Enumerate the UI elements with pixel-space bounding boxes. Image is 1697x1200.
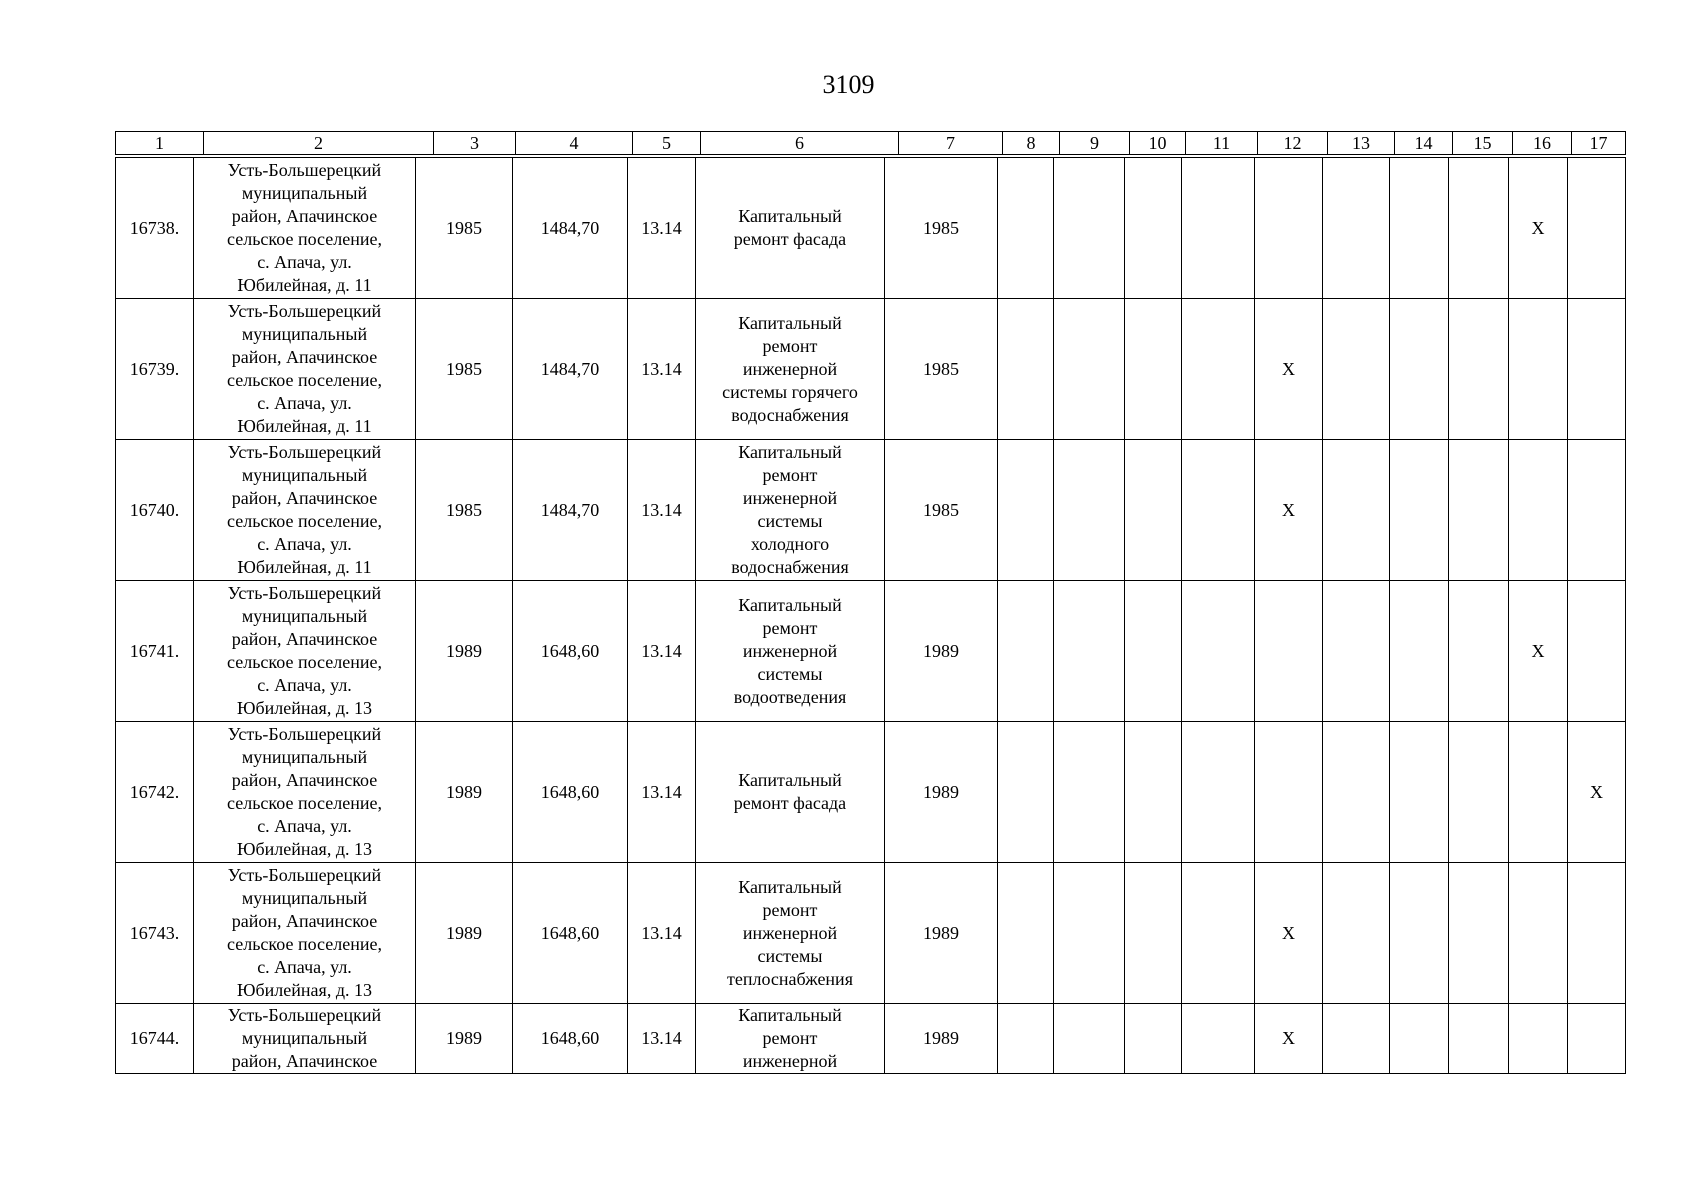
address-cell-line: Юбилейная, д. 13 xyxy=(237,698,372,718)
column-header-16: 16 xyxy=(1513,132,1572,155)
row-number: 16741. xyxy=(116,581,194,722)
work-type-cell-line: теплоснабжения xyxy=(727,968,853,989)
row-number: 16743. xyxy=(116,863,194,1004)
year-value: 1985 xyxy=(885,299,998,440)
column-15-cell xyxy=(1449,299,1509,440)
column-13-cell xyxy=(1323,158,1390,299)
area-value: 1484,70 xyxy=(513,299,628,440)
column-8-cell xyxy=(998,1004,1054,1074)
address-cell-line: Усть-Большерецкий xyxy=(227,160,382,180)
year-value: 1985 xyxy=(885,158,998,299)
column-11-cell xyxy=(1182,158,1255,299)
column-10-cell xyxy=(1125,440,1182,581)
code-value: 13.14 xyxy=(628,158,696,299)
column-14-cell xyxy=(1390,722,1449,863)
address-cell-line: муниципальный xyxy=(241,1028,368,1048)
address-cell-line: Усть-Большерецкий xyxy=(227,583,382,603)
work-type-cell xyxy=(696,299,885,440)
x-mark: X xyxy=(1255,440,1323,581)
work-type-cell xyxy=(696,722,885,863)
column-header-3: 3 xyxy=(434,132,516,155)
column-header-9: 9 xyxy=(1060,132,1130,155)
column-header-14: 14 xyxy=(1395,132,1453,155)
address-cell-line: с. Апача, ул. xyxy=(257,816,352,836)
address-cell-line: Усть-Большерецкий xyxy=(227,301,382,321)
table-row xyxy=(116,1004,1626,1074)
year-value: 1989 xyxy=(885,722,998,863)
column-16-cell xyxy=(1509,863,1568,1004)
row-number: 16740. xyxy=(116,440,194,581)
page-number: 3109 xyxy=(822,70,875,99)
column-11-cell xyxy=(1182,581,1255,722)
address-cell-line: сельское поселение, xyxy=(227,370,382,390)
column-15-cell xyxy=(1449,581,1509,722)
address-cell-line: район, Апачинское xyxy=(231,206,378,226)
column-17-cell xyxy=(1568,581,1626,722)
address-cell-line: Усть-Большерецкий xyxy=(227,724,382,744)
column-10-cell xyxy=(1125,581,1182,722)
address-cell-line: муниципальный xyxy=(241,183,368,203)
column-14-cell xyxy=(1390,863,1449,1004)
year-value: 1989 xyxy=(885,581,998,722)
address-cell-line: с. Апача, ул. xyxy=(257,393,352,413)
column-15-cell xyxy=(1449,863,1509,1004)
work-type-cell-line: водоснабжения xyxy=(731,404,849,425)
column-16-cell xyxy=(1509,722,1568,863)
work-type-cell-line: водоотведения xyxy=(733,686,847,707)
column-13-cell xyxy=(1323,581,1390,722)
column-9-cell xyxy=(1054,581,1125,722)
column-11-cell xyxy=(1182,299,1255,440)
area-value: 1484,70 xyxy=(513,158,628,299)
work-type-cell-line: системы xyxy=(757,511,823,531)
area-value: 1648,60 xyxy=(513,722,628,863)
table-row xyxy=(116,863,1626,1004)
address-cell-line: Юбилейная, д. 13 xyxy=(237,839,372,859)
x-mark: X xyxy=(1509,158,1568,299)
column-header-13: 13 xyxy=(1328,132,1395,155)
address-cell-line: Юбилейная, д. 11 xyxy=(237,275,372,295)
address-cell-line: район, Апачинское xyxy=(231,347,378,367)
address-cell-line: Юбилейная, д. 11 xyxy=(237,416,372,436)
code-value: 13.14 xyxy=(628,299,696,440)
address-cell-line: Усть-Большерецкий xyxy=(227,442,382,462)
column-9-cell xyxy=(1054,863,1125,1004)
column-11-cell xyxy=(1182,440,1255,581)
column-17-cell xyxy=(1568,863,1626,1004)
column-header-15: 15 xyxy=(1453,132,1513,155)
column-header-10: 10 xyxy=(1130,132,1186,155)
address-cell xyxy=(194,299,416,440)
address-cell-line: район, Апачинское xyxy=(231,1051,378,1071)
column-15-cell xyxy=(1449,440,1509,581)
column-header-8: 8 xyxy=(1003,132,1060,155)
column-8-cell xyxy=(998,863,1054,1004)
column-16-cell xyxy=(1509,299,1568,440)
column-14-cell xyxy=(1390,299,1449,440)
x-mark: X xyxy=(1568,722,1626,863)
address-cell-line: Юбилейная, д. 13 xyxy=(237,980,372,1000)
column-13-cell xyxy=(1323,299,1390,440)
area-value: 1648,60 xyxy=(513,1004,628,1074)
address-cell-line: муниципальный xyxy=(241,747,368,767)
table-row xyxy=(116,158,1626,299)
address-cell-line: муниципальный xyxy=(241,465,368,485)
address-cell-line: район, Апачинское xyxy=(231,911,378,931)
address-cell-line: с. Апача, ул. xyxy=(257,534,352,554)
address-cell-line: с. Апача, ул. xyxy=(257,957,352,977)
address-cell xyxy=(194,863,416,1004)
column-8-cell xyxy=(998,722,1054,863)
work-type-cell-line: системы xyxy=(757,945,823,966)
column-9-cell xyxy=(1054,722,1125,863)
row-number: 16738. xyxy=(116,158,194,299)
table-row xyxy=(116,440,1626,581)
work-type-cell-line: системы xyxy=(757,663,823,684)
build-year: 1989 xyxy=(416,1004,513,1074)
code-value: 13.14 xyxy=(628,440,696,581)
row-number: 16739. xyxy=(116,299,194,440)
column-13-cell xyxy=(1323,722,1390,863)
work-type-cell-line: инженерной xyxy=(742,488,838,508)
work-type-cell-line: Капитальный xyxy=(738,770,842,790)
area-value: 1484,70 xyxy=(513,440,628,581)
column-8-cell xyxy=(998,581,1054,722)
column-17-cell xyxy=(1568,1004,1626,1074)
work-type-cell-line: инженерной xyxy=(742,1051,838,1071)
work-type-cell-line: инженерной xyxy=(742,640,838,661)
work-type-cell-line: Капитальный xyxy=(738,312,842,333)
column-15-cell xyxy=(1449,1004,1509,1074)
column-16-cell xyxy=(1509,1004,1568,1074)
column-9-cell xyxy=(1054,1004,1125,1074)
column-14-cell xyxy=(1390,1004,1449,1074)
column-header-2: 2 xyxy=(204,132,434,155)
work-type-cell-line: ремонт фасада xyxy=(733,229,847,249)
column-14-cell xyxy=(1390,158,1449,299)
build-year: 1989 xyxy=(416,581,513,722)
address-cell xyxy=(194,581,416,722)
work-type-cell-line: системы горячего xyxy=(722,381,858,402)
x-mark: X xyxy=(1509,581,1568,722)
column-13-cell xyxy=(1323,440,1390,581)
area-value: 1648,60 xyxy=(513,863,628,1004)
row-number: 16742. xyxy=(116,722,194,863)
address-cell-line: район, Апачинское xyxy=(231,770,378,790)
column-header-table xyxy=(115,131,1626,155)
column-11-cell xyxy=(1182,1004,1255,1074)
build-year: 1985 xyxy=(416,299,513,440)
address-cell xyxy=(194,440,416,581)
column-header-17: 17 xyxy=(1572,132,1626,155)
work-type-cell-line: Капитальный xyxy=(738,442,842,462)
work-type-cell xyxy=(696,1004,885,1074)
column-10-cell xyxy=(1125,863,1182,1004)
column-10-cell xyxy=(1125,299,1182,440)
work-type-cell xyxy=(696,158,885,299)
address-cell-line: муниципальный xyxy=(241,606,368,626)
address-cell-line: сельское поселение, xyxy=(227,652,382,672)
address-cell-line: муниципальный xyxy=(241,888,368,908)
build-year: 1985 xyxy=(416,158,513,299)
column-13-cell xyxy=(1323,863,1390,1004)
work-type-cell-line: инженерной xyxy=(742,358,838,379)
address-cell-line: сельское поселение, xyxy=(227,229,382,249)
work-type-cell xyxy=(696,863,885,1004)
column-10-cell xyxy=(1125,722,1182,863)
work-type-cell-line: ремонт xyxy=(762,899,818,920)
column-header-11: 11 xyxy=(1186,132,1258,155)
column-12-cell xyxy=(1255,581,1323,722)
work-type-cell-line: инженерной xyxy=(742,922,838,943)
column-15-cell xyxy=(1449,722,1509,863)
address-cell-line: Усть-Большерецкий xyxy=(227,1005,382,1025)
work-type-cell-line: Капитальный xyxy=(738,594,842,615)
column-10-cell xyxy=(1125,1004,1182,1074)
year-value: 1985 xyxy=(885,440,998,581)
column-17-cell xyxy=(1568,299,1626,440)
code-value: 13.14 xyxy=(628,863,696,1004)
code-value: 13.14 xyxy=(628,581,696,722)
work-type-cell-line: Капитальный xyxy=(738,1005,842,1025)
year-value: 1989 xyxy=(885,1004,998,1074)
work-type-cell-line: Капитальный xyxy=(738,206,842,226)
code-value: 13.14 xyxy=(628,722,696,863)
work-type-cell-line: ремонт xyxy=(762,465,818,485)
column-12-cell xyxy=(1255,158,1323,299)
address-cell-line: муниципальный xyxy=(241,324,368,344)
column-header-5: 5 xyxy=(633,132,701,155)
address-cell-line: сельское поселение, xyxy=(227,793,382,813)
table-row xyxy=(116,299,1626,440)
table-row xyxy=(116,722,1626,863)
build-year: 1985 xyxy=(416,440,513,581)
column-10-cell xyxy=(1125,158,1182,299)
column-11-cell xyxy=(1182,863,1255,1004)
address-cell xyxy=(194,158,416,299)
column-17-cell xyxy=(1568,158,1626,299)
column-14-cell xyxy=(1390,581,1449,722)
address-cell-line: Усть-Большерецкий xyxy=(227,865,382,885)
address-cell-line: Юбилейная, д. 11 xyxy=(237,557,372,577)
build-year: 1989 xyxy=(416,722,513,863)
address-cell-line: сельское поселение, xyxy=(227,511,382,531)
work-type-cell-line: ремонт xyxy=(762,617,818,638)
area-value: 1648,60 xyxy=(513,581,628,722)
column-17-cell xyxy=(1568,440,1626,581)
work-type-cell-line: ремонт xyxy=(762,335,818,356)
repair-schedule-table xyxy=(115,157,1626,1074)
column-header-1: 1 xyxy=(116,132,204,155)
x-mark: X xyxy=(1255,863,1323,1004)
work-type-cell-line: ремонт фасада xyxy=(733,793,847,813)
year-value: 1989 xyxy=(885,863,998,1004)
x-mark: X xyxy=(1255,299,1323,440)
column-13-cell xyxy=(1323,1004,1390,1074)
column-15-cell xyxy=(1449,158,1509,299)
table-row xyxy=(116,581,1626,722)
column-16-cell xyxy=(1509,440,1568,581)
address-cell-line: район, Апачинское xyxy=(231,488,378,508)
work-type-cell xyxy=(696,581,885,722)
address-cell xyxy=(194,722,416,863)
x-mark: X xyxy=(1255,1004,1323,1074)
column-8-cell xyxy=(998,440,1054,581)
code-value: 13.14 xyxy=(628,1004,696,1074)
column-header-12: 12 xyxy=(1258,132,1328,155)
column-14-cell xyxy=(1390,440,1449,581)
work-type-cell-line: Капитальный xyxy=(738,876,842,897)
build-year: 1989 xyxy=(416,863,513,1004)
column-number-row xyxy=(116,132,1626,155)
work-type-cell-line: водоснабжения xyxy=(731,557,849,577)
address-cell-line: с. Апача, ул. xyxy=(257,252,352,272)
address-cell-line: сельское поселение, xyxy=(227,934,382,954)
work-type-cell xyxy=(696,440,885,581)
work-type-cell-line: ремонт xyxy=(762,1028,818,1048)
column-header-7: 7 xyxy=(899,132,1003,155)
column-12-cell xyxy=(1255,722,1323,863)
address-cell-line: район, Апачинское xyxy=(231,629,378,649)
column-header-6: 6 xyxy=(701,132,899,155)
column-11-cell xyxy=(1182,722,1255,863)
column-8-cell xyxy=(998,158,1054,299)
row-number: 16744. xyxy=(116,1004,194,1074)
address-cell-line: с. Апача, ул. xyxy=(257,675,352,695)
address-cell xyxy=(194,1004,416,1074)
column-9-cell xyxy=(1054,299,1125,440)
column-8-cell xyxy=(998,299,1054,440)
work-type-cell-line: холодного xyxy=(750,534,830,554)
column-header-4: 4 xyxy=(516,132,633,155)
column-9-cell xyxy=(1054,440,1125,581)
column-9-cell xyxy=(1054,158,1125,299)
